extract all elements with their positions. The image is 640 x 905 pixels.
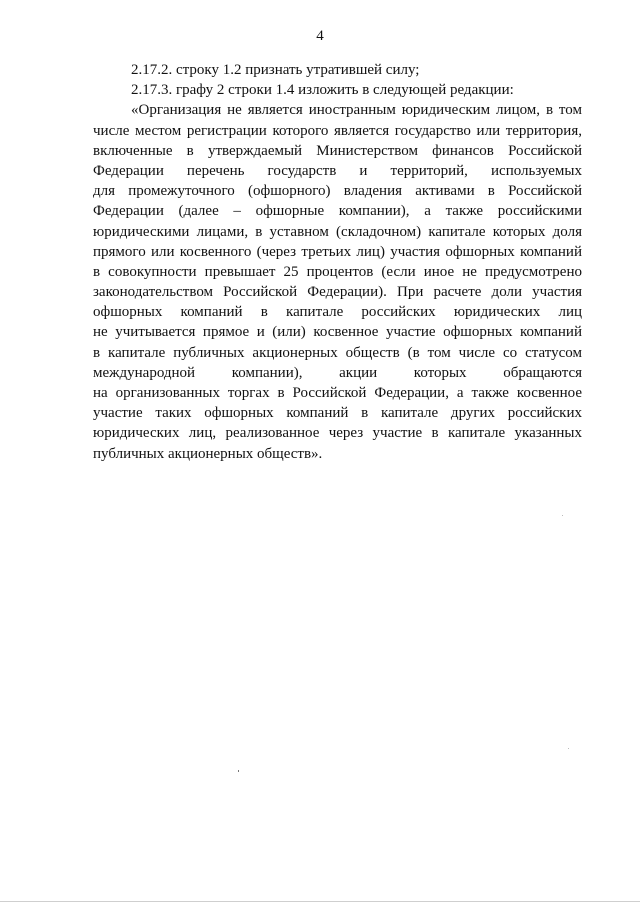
quote-line: Федерации перечень государств и территорий, используемых [93, 162, 582, 179]
quote-line: участие таких офшорных компаний в капитале других российских [93, 405, 582, 422]
scan-speck [562, 515, 563, 516]
quote-line: Федерации (далее – офшорные компании), а также российскими [93, 203, 582, 220]
document-body [93, 60, 582, 464]
quote-line: международной компании), акции которых обращаются [93, 364, 582, 381]
quote-line: не учитывается прямое и (или) косвенное участие офшорных компаний [93, 324, 582, 341]
paragraph-2-17-3: 2.17.3. графу 2 строки 1.4 изложить в следующей редакции: [131, 82, 514, 99]
quote-line: в капитале публичных акционерных обществ (в том числе со статусом [93, 344, 582, 361]
quote-line: прямого или косвенного (через третьих лиц) участия офшорных компаний [93, 243, 582, 260]
quote-line: юридическими лицами, в уставном (складочном) капитале которых доля [93, 223, 582, 240]
quote-line: законодательством Российской Федерации). При расчете доли участия [93, 284, 582, 301]
page-number: 4 [316, 28, 324, 44]
quote-line: офшорных компаний в капитале российских юридических лиц [93, 304, 582, 321]
quote-line: в совокупности превышает 25 процентов (если иное не предусмотрено [93, 263, 582, 280]
quote-line-last: публичных акционерных обществ». [93, 445, 323, 462]
scan-speck [568, 748, 569, 749]
quote-line: на организованных торгах в Российской Федерации, а также косвенное [93, 385, 582, 401]
quote-line: числе местом регистрации которого является государство или территория, [93, 122, 582, 139]
quoted-text-block [93, 100, 582, 463]
quote-line: «Организация не является иностранным юридическим лицом, в том [131, 102, 582, 119]
paragraph-2-17-2: 2.17.2. строку 1.2 признать утратившей силу; [131, 62, 420, 78]
scan-edge [0, 901, 640, 902]
quote-line: включенные в утверждаемый Министерством финансов Российской [93, 142, 582, 159]
quote-line: для промежуточного (офшорного) владения активами в Российской [93, 183, 582, 200]
scan-speck [238, 770, 239, 772]
quote-line: юридических лиц, реализованное через участие в капитале указанных [93, 425, 582, 442]
